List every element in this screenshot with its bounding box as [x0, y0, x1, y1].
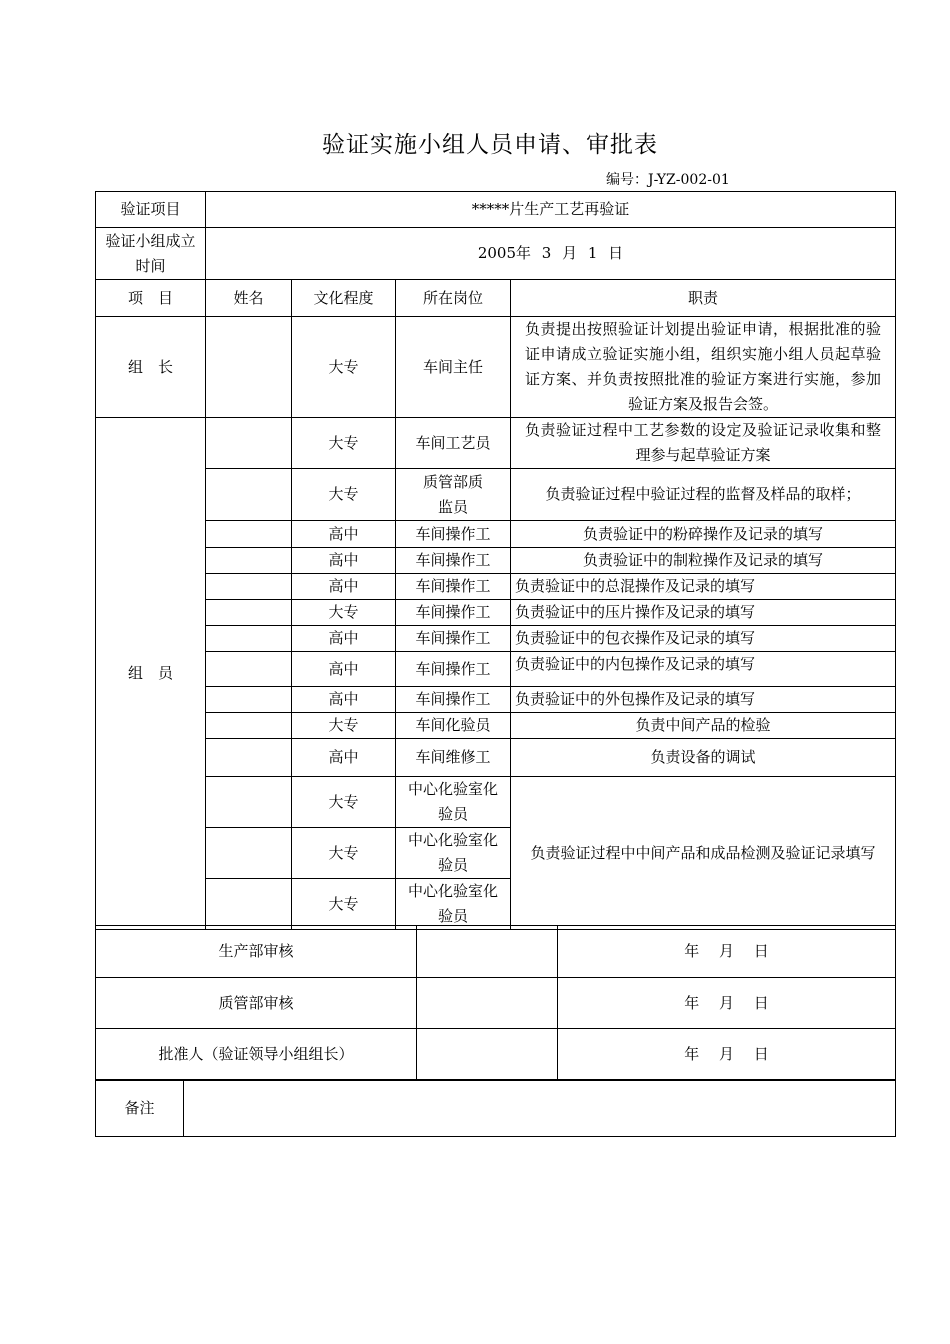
- member-education: 大专: [292, 777, 396, 828]
- member-duty: 负责中间产品的检验: [511, 713, 896, 739]
- header-row: [96, 280, 896, 317]
- member-education: 高中: [292, 521, 396, 548]
- approval-date: 年 月 日: [558, 1029, 896, 1081]
- table-row: [96, 713, 896, 739]
- header-education: 文化程度: [292, 280, 396, 317]
- leader-post: 车间主任: [396, 317, 511, 418]
- member-post: 车间工艺员: [396, 418, 511, 469]
- member-post: 车间操作工: [396, 548, 511, 574]
- member-post: 车间化验员: [396, 713, 511, 739]
- lab-duty: 负责验证过程中中间产品和成品检测及验证记录填写: [511, 777, 896, 930]
- member-education: 高中: [292, 652, 396, 687]
- member-education: 高中: [292, 574, 396, 600]
- member-post: 车间操作工: [396, 521, 511, 548]
- member-post: 车间操作工: [396, 574, 511, 600]
- member-post: 中心化验室化验员: [396, 828, 511, 879]
- table-row: [96, 777, 896, 828]
- member-education: 高中: [292, 687, 396, 713]
- project-value: *****片生产工艺再验证: [206, 192, 896, 228]
- personnel-table: [95, 191, 896, 930]
- member-education: 高中: [292, 548, 396, 574]
- header-item: 项 目: [96, 280, 206, 317]
- member-duty: 负责验证中的外包操作及记录的填写: [511, 687, 896, 713]
- member-post: 中心化验室化验员: [396, 879, 511, 930]
- approval-row: [96, 978, 896, 1029]
- member-name: [206, 418, 292, 469]
- member-duty: 负责验证中的内包操作及记录的填写: [511, 652, 896, 687]
- project-row: [96, 192, 896, 228]
- table-row: [96, 469, 896, 521]
- approval-row: [96, 1029, 896, 1081]
- leader-name: [206, 317, 292, 418]
- approval-label: 批准人（验证领导小组组长）: [96, 1029, 417, 1081]
- member-duty: 负责验证中的粉碎操作及记录的填写: [511, 521, 896, 548]
- leader-role: 组 长: [96, 317, 206, 418]
- member-post: 中心化验室化验员: [396, 777, 511, 828]
- member-post: 车间操作工: [396, 652, 511, 687]
- member-duty: 负责验证中的压片操作及记录的填写: [511, 600, 896, 626]
- member-education: 高中: [292, 739, 396, 777]
- member-name: [206, 713, 292, 739]
- member-name: [206, 548, 292, 574]
- date-row: [96, 228, 896, 280]
- member-education: 大专: [292, 713, 396, 739]
- approval-date: 年 月 日: [558, 926, 896, 978]
- table-row: [96, 600, 896, 626]
- page-title: 验证实施小组人员申请、审批表: [322, 132, 658, 158]
- member-name: [206, 574, 292, 600]
- member-name: [206, 600, 292, 626]
- member-duty: 负责验证中的包衣操作及记录的填写: [511, 626, 896, 652]
- table-row: [96, 652, 896, 687]
- member-education: 大专: [292, 600, 396, 626]
- member-post: 车间操作工: [396, 687, 511, 713]
- approval-signature-field[interactable]: [417, 978, 558, 1029]
- document-number: 编号：J-YZ-002-01: [606, 172, 730, 188]
- member-name: [206, 652, 292, 687]
- table-row: [96, 418, 896, 469]
- member-name: [206, 626, 292, 652]
- approval-table: [95, 925, 896, 1081]
- project-label: 验证项目: [96, 192, 206, 228]
- member-post: 车间操作工: [396, 626, 511, 652]
- member-name: [206, 687, 292, 713]
- leader-duty: 负责提出按照验证计划提出验证申请，根据批准的验证申请成立验证实施小组，组织实施小组人员起草验证方案、并负责按照批准的验证方案进行实施，参加验证方案及报告会签。: [511, 317, 896, 418]
- table-row: [96, 739, 896, 777]
- date-value: 2005年 3 月 1 日: [206, 228, 896, 280]
- member-education: 大专: [292, 418, 396, 469]
- header-post: 所在岗位: [396, 280, 511, 317]
- approval-signature-field[interactable]: [417, 1029, 558, 1081]
- member-name: [206, 739, 292, 777]
- approval-label: 生产部审核: [96, 926, 417, 978]
- table-row: [96, 521, 896, 548]
- table-row: [96, 687, 896, 713]
- remark-label: 备注: [96, 1080, 184, 1137]
- approval-row: [96, 926, 896, 978]
- table-row: [96, 548, 896, 574]
- member-duty: 负责设备的调试: [511, 739, 896, 777]
- member-education: 大专: [292, 469, 396, 521]
- member-duty: 负责验证过程中验证过程的监督及样品的取样；: [511, 469, 896, 521]
- table-row: [96, 574, 896, 600]
- header-duty: 职责: [511, 280, 896, 317]
- member-education: 大专: [292, 828, 396, 879]
- member-name: [206, 521, 292, 548]
- member-post: 车间操作工: [396, 600, 511, 626]
- member-name: [206, 777, 292, 828]
- member-name: [206, 879, 292, 930]
- remark-field[interactable]: [184, 1080, 896, 1137]
- member-name: [206, 469, 292, 521]
- member-post: 车间维修工: [396, 739, 511, 777]
- members-role: 组 员: [96, 418, 206, 930]
- member-name: [206, 828, 292, 879]
- remark-table: [95, 1079, 896, 1137]
- member-duty: 负责验证中的总混操作及记录的填写: [511, 574, 896, 600]
- member-duty: 负责验证过程中工艺参数的设定及验证记录收集和整理参与起草验证方案: [511, 418, 896, 469]
- member-education: 大专: [292, 879, 396, 930]
- member-education: 高中: [292, 626, 396, 652]
- member-duty: 负责验证中的制粒操作及记录的填写: [511, 548, 896, 574]
- leader-row: [96, 317, 896, 418]
- header-name: 姓名: [206, 280, 292, 317]
- remark-row: [96, 1080, 896, 1137]
- approval-date: 年 月 日: [558, 978, 896, 1029]
- approval-signature-field[interactable]: [417, 926, 558, 978]
- table-row: [96, 626, 896, 652]
- leader-education: 大专: [292, 317, 396, 418]
- member-post: 质管部质监员: [396, 469, 511, 521]
- date-label: 验证小组成立时间: [96, 228, 206, 280]
- approval-label: 质管部审核: [96, 978, 417, 1029]
